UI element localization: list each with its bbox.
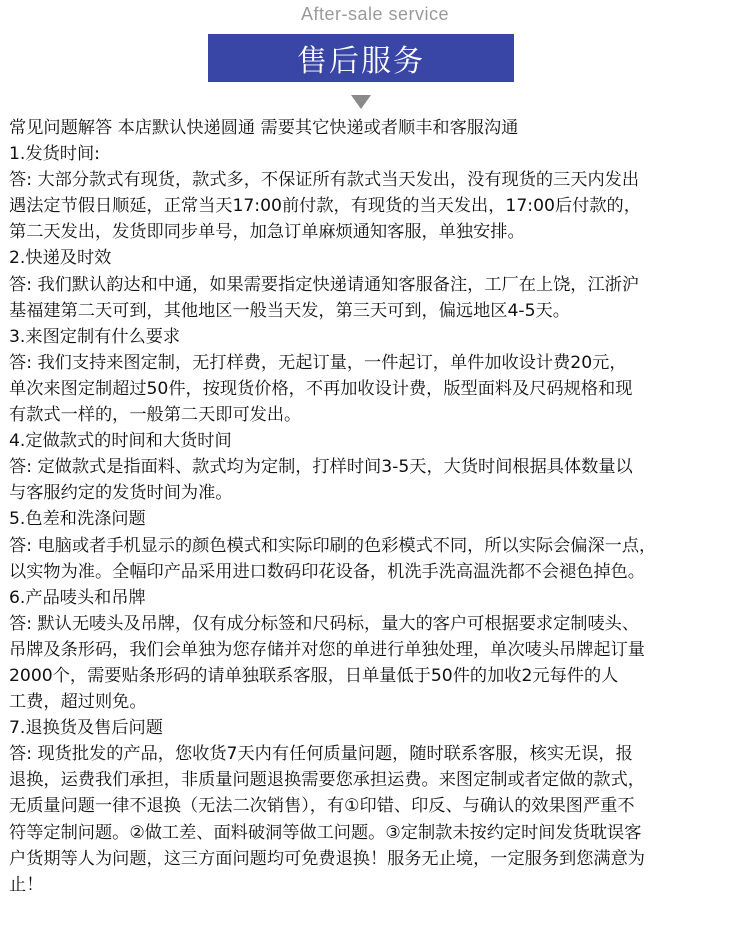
faq-line: 答: 现货批发的产品，您收货7天内有任何质量问题，随时联系客服，核实无误，报: [9, 744, 633, 765]
faq-line: 有款式一样的，一般第二天即可发出。: [9, 405, 302, 426]
faq-line: 第二天发出，发货即同步单号，加急订单麻烦通知客服，单独安排。: [9, 222, 525, 243]
faq-line: 答: 我们支持来图定制，无打样费，无起订量，一件起订，单件加收设计费20元，: [9, 352, 627, 373]
header-subtitle: After-sale service: [300, 4, 450, 24]
faq-line: 答: 大部分款式有现货，款式多，不保证所有款式当天发出，没有现货的三天内发出: [9, 170, 640, 191]
faq-content: [9, 115, 743, 898]
faq-line: 遇法定节假日顺延，正常当天17:00前付款，有现货的当天发出，17:00后付款的，: [9, 196, 641, 217]
faq-line: 答: 默认无唛头及吊牌，仅有成分标签和尺码标，量大的客户可根据要求定制唛头、: [9, 613, 640, 634]
faq-line: 无质量问题一律不退换（无法二次销售），有①印错、印反、与确认的效果图严重不: [9, 796, 635, 817]
faq-line: 3.来图定制有什么要求: [9, 326, 181, 347]
faq-line: 以实物为准。全幅印产品采用进口数码印花设备，机洗手洗高温洗都不会褪色掉色。: [9, 561, 645, 582]
faq-line: 1.发货时间:: [9, 144, 100, 165]
faq-line: 6.产品唛头和吊牌: [9, 587, 146, 608]
faq-line: 单次来图定制超过50件，按现货价格，不再加收设计费，版型面料及尺码规格和现: [9, 378, 633, 399]
faq-line: 退换，运费我们承担，非质量问题退换需要您承担运费。来图定制或者定做的款式，: [9, 770, 645, 791]
faq-line: 符等定制问题。②做工差、面料破洞等做工问题。③定制款未按约定时间发货耽误客: [9, 822, 642, 843]
faq-line: 工费，超过则免。: [9, 692, 147, 713]
faq-line: 2.快递及时效: [9, 248, 112, 269]
faq-line: 止！: [9, 874, 44, 895]
faq-line: 常见问题解答 本店默认快递圆通 需要其它快递或者顺丰和客服沟通: [9, 118, 519, 138]
faq-line: 2000个，需要贴条形码的请单独联系客服，日单量低于50件的加收2元每件的人: [9, 665, 619, 686]
faq-line: 答: 电脑或者手机显示的颜色模式和实际印刷的色彩模式不同，所以实际会偏深一点，: [9, 535, 657, 556]
faq-line: 与客服约定的发货时间为准。: [9, 483, 233, 504]
page-title: 售后服务: [297, 44, 425, 79]
header-title-banner: [208, 34, 514, 82]
faq-line: 答: 定做款式是指面料、款式均为定制，打样时间3-5天，大货时间根据具体数量以: [9, 457, 633, 478]
faq-line: 基福建第二天可到，其他地区一般当天发，第三天可到，偏远地区4-5天。: [9, 300, 570, 321]
faq-line: 吊牌及条形码，我们会单独为您存储并对您的单进行单独处理，单次唛头吊牌起订量: [9, 639, 645, 660]
faq-line: 户货期等人为问题，这三方面问题均可免费退换！服务无止境，一定服务到您满意为: [9, 848, 645, 869]
faq-line: 7.退换货及售后问题: [9, 718, 163, 739]
faq-line: 5.色差和洗涤问题: [9, 509, 146, 530]
faq-line: 4.定做款式的时间和大货时间: [9, 431, 232, 452]
down-triangle-icon: [351, 95, 371, 109]
faq-line: 答: 我们默认韵达和中通，如果需要指定快递请通知客服备注，工厂在上饶，江浙沪: [9, 274, 640, 295]
